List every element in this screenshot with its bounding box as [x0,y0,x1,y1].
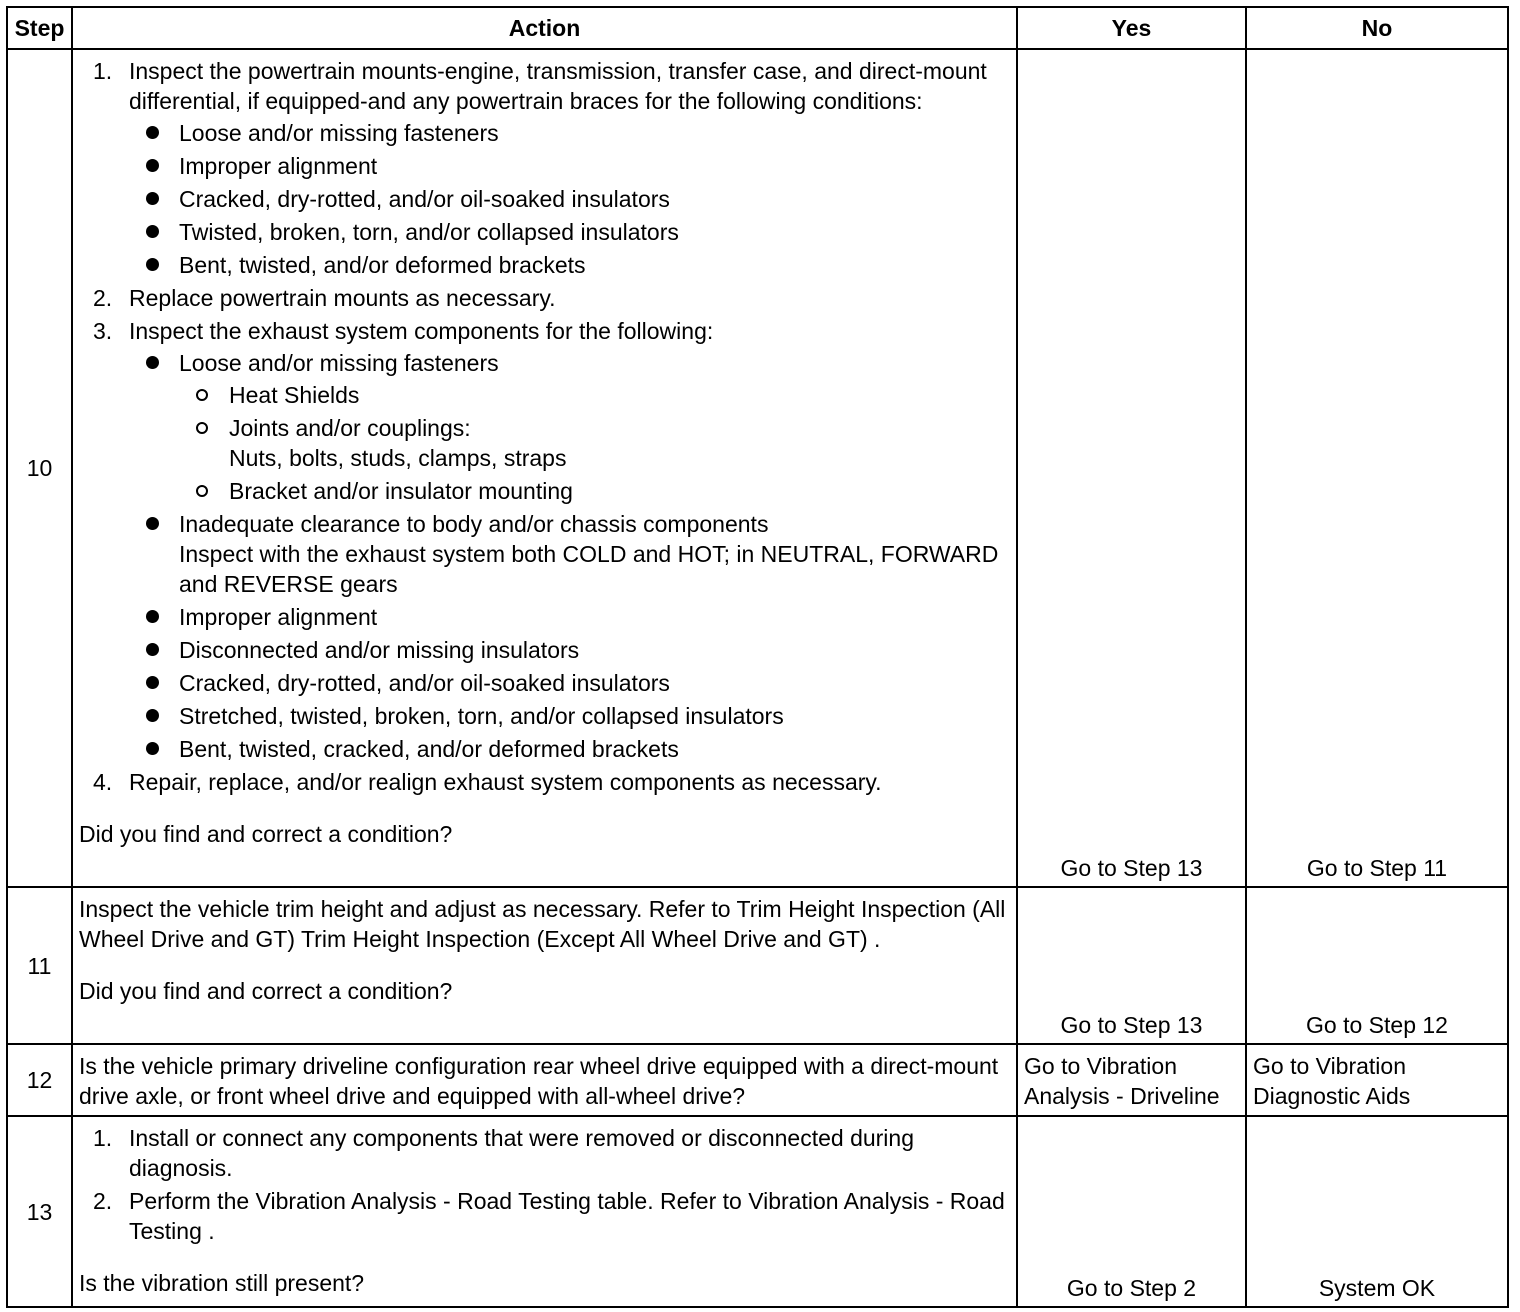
question-text: Is the vibration still present? [79,1270,365,1296]
step-number: 12 [7,1044,72,1116]
step-row-13 [7,1116,1508,1307]
step-text: Inspect the exhaust system components for the following: [129,318,714,344]
bullet-list [129,348,1010,764]
action-text: Is the vehicle primary driveline configuration rear wheel drive equipped with a direct-mount drive axle, or front wheel drive and equipped with all-wheel drive? [79,1053,999,1109]
numbered-steps [79,1123,1010,1246]
list-item: Loose and/or missing fasteners Heat Shields Joints and/or couplings: Nuts, bolts, studs, clamps, straps Bracket and/or insulator mounting [129,348,1010,506]
action-cell [72,1116,1017,1307]
header-no: No [1246,7,1508,49]
list-item: 1. Inspect the powertrain mounts-engine, transmission, transfer case, and direct-mount differential, if equipped-and any powertrain braces for the following conditions: Loose and/or missing fasteners Improper alignment Cracked, dry-rotted, and/or oil-soaked insulators Twisted, broken, torn, and/or collapsed insulators Bent, twisted, and/or deformed brackets [79,56,1010,280]
no-cell [1246,1044,1508,1116]
bullet-list [129,118,1010,280]
list-item: 3. Inspect the exhaust system components for the following: Loose and/or missing fasteners Heat Shields Joints and/or couplings: Nuts, bolts, studs, clamps, straps Bracket and/or insulator mounting Inadequate clearance to body and/or chassis components Inspect with the exhaust system both COLD and HOT; in NEUTRAL, FORWARD and REVERSE gears Improper alignment Disconnected and/or missing insulators Cracked, dry-rotted, and/or oil-soaked insulators Stretched, twisted, broken, torn, and/or collapsed insulators Bent, twisted, cracked, and/or deformed brackets [79,316,1010,764]
yes-cell [1017,887,1246,1044]
no-cell [1246,887,1508,1044]
sub-bullet-list [179,380,1010,506]
list-item: Stretched, twisted, broken, torn, and/or collapsed insulators [129,701,1010,731]
action-cell [72,1044,1017,1116]
no-link[interactable]: Go to Vibration Diagnostic Aids [1253,1053,1411,1109]
list-item: Heat Shields [179,380,1010,410]
yes-link[interactable]: Go to Vibration Analysis - Driveline [1024,1053,1220,1109]
list-item: 1. Install or connect any components that were removed or disconnected during diagnosis. [93,1125,914,1181]
list-item: Joints and/or couplings: Nuts, bolts, studs, clamps, straps [179,413,1010,473]
header-step: Step [7,7,72,49]
yes-link[interactable]: Go to Step 13 [1060,1012,1203,1038]
step-text: Inspect the powertrain mounts-engine, transmission, transfer case, and direct-mount differential, if equipped-and any powertrain braces for the following conditions: [129,58,987,114]
no-link[interactable]: Go to Step 12 [1306,1012,1448,1038]
list-item: Cracked, dry-rotted, and/or oil-soaked insulators [129,184,1010,214]
action-cell [72,887,1017,1044]
list-item: Twisted, broken, torn, and/or collapsed insulators [129,217,1010,247]
action-text: Inspect the vehicle trim height and adjust as necessary. Refer to Trim Height Inspection (All Wheel Drive and GT) Trim Height Inspection (Except All Wheel Drive and GT) . [79,896,1006,952]
step-text: Replace powertrain mounts as necessary. [129,285,556,311]
step-row-11 [7,887,1508,1044]
step-row-10 [7,49,1508,887]
list-item: Loose and/or missing fasteners [129,118,1010,148]
list-item: Improper alignment [129,151,1010,181]
no-link[interactable]: Go to Step 11 [1306,855,1448,881]
header-row [7,7,1508,49]
yes-cell [1017,1116,1246,1307]
yes-cell [1017,1044,1246,1116]
list-item: 2. Replace powertrain mounts as necessary. [93,285,556,311]
step-number: 13 [7,1116,72,1307]
step-text: Install or connect any components that were removed or disconnected during diagnosis. [129,1125,914,1181]
header-action: Action [72,7,1017,49]
yes-link[interactable]: Go to Step 2 [1066,1275,1197,1301]
diagnostic-table [6,6,1509,1308]
yes-cell [1017,49,1246,887]
list-item: 4. Repair, replace, and/or realign exhaust system components as necessary. [93,769,882,795]
step-text: Perform the Vibration Analysis - Road Testing table. Refer to Vibration Analysis - Road Testing . [129,1188,1005,1244]
question-text: Did you find and correct a condition? [79,978,453,1004]
step-number: 11 [7,887,72,1044]
list-item: Cracked, dry-rotted, and/or oil-soaked insulators [129,668,1010,698]
step-row-12 [7,1044,1508,1116]
list-item: Bracket and/or insulator mounting [179,476,1010,506]
step-text: Repair, replace, and/or realign exhaust system components as necessary. [129,769,882,795]
yes-link[interactable]: Go to Step 13 [1060,855,1203,881]
list-item: Bent, twisted, and/or deformed brackets [129,250,1010,280]
header-yes: Yes [1017,7,1246,49]
list-item: Disconnected and/or missing insulators [129,635,1010,665]
no-cell [1246,49,1508,887]
no-cell [1246,1116,1508,1307]
list-item: Inadequate clearance to body and/or chassis components Inspect with the exhaust system both COLD and HOT; in NEUTRAL, FORWARD and REVERSE gears [129,509,1010,599]
numbered-steps [79,56,1010,797]
list-item: 2. Perform the Vibration Analysis - Road Testing table. Refer to Vibration Analysis - Road Testing . [93,1188,1005,1244]
list-item: Improper alignment [129,602,1010,632]
question-text: Did you find and correct a condition? [79,821,453,847]
list-item: Bent, twisted, cracked, and/or deformed brackets [129,734,1010,764]
no-link[interactable]: System OK [1318,1275,1436,1301]
action-cell [72,49,1017,887]
step-number: 10 [7,49,72,887]
